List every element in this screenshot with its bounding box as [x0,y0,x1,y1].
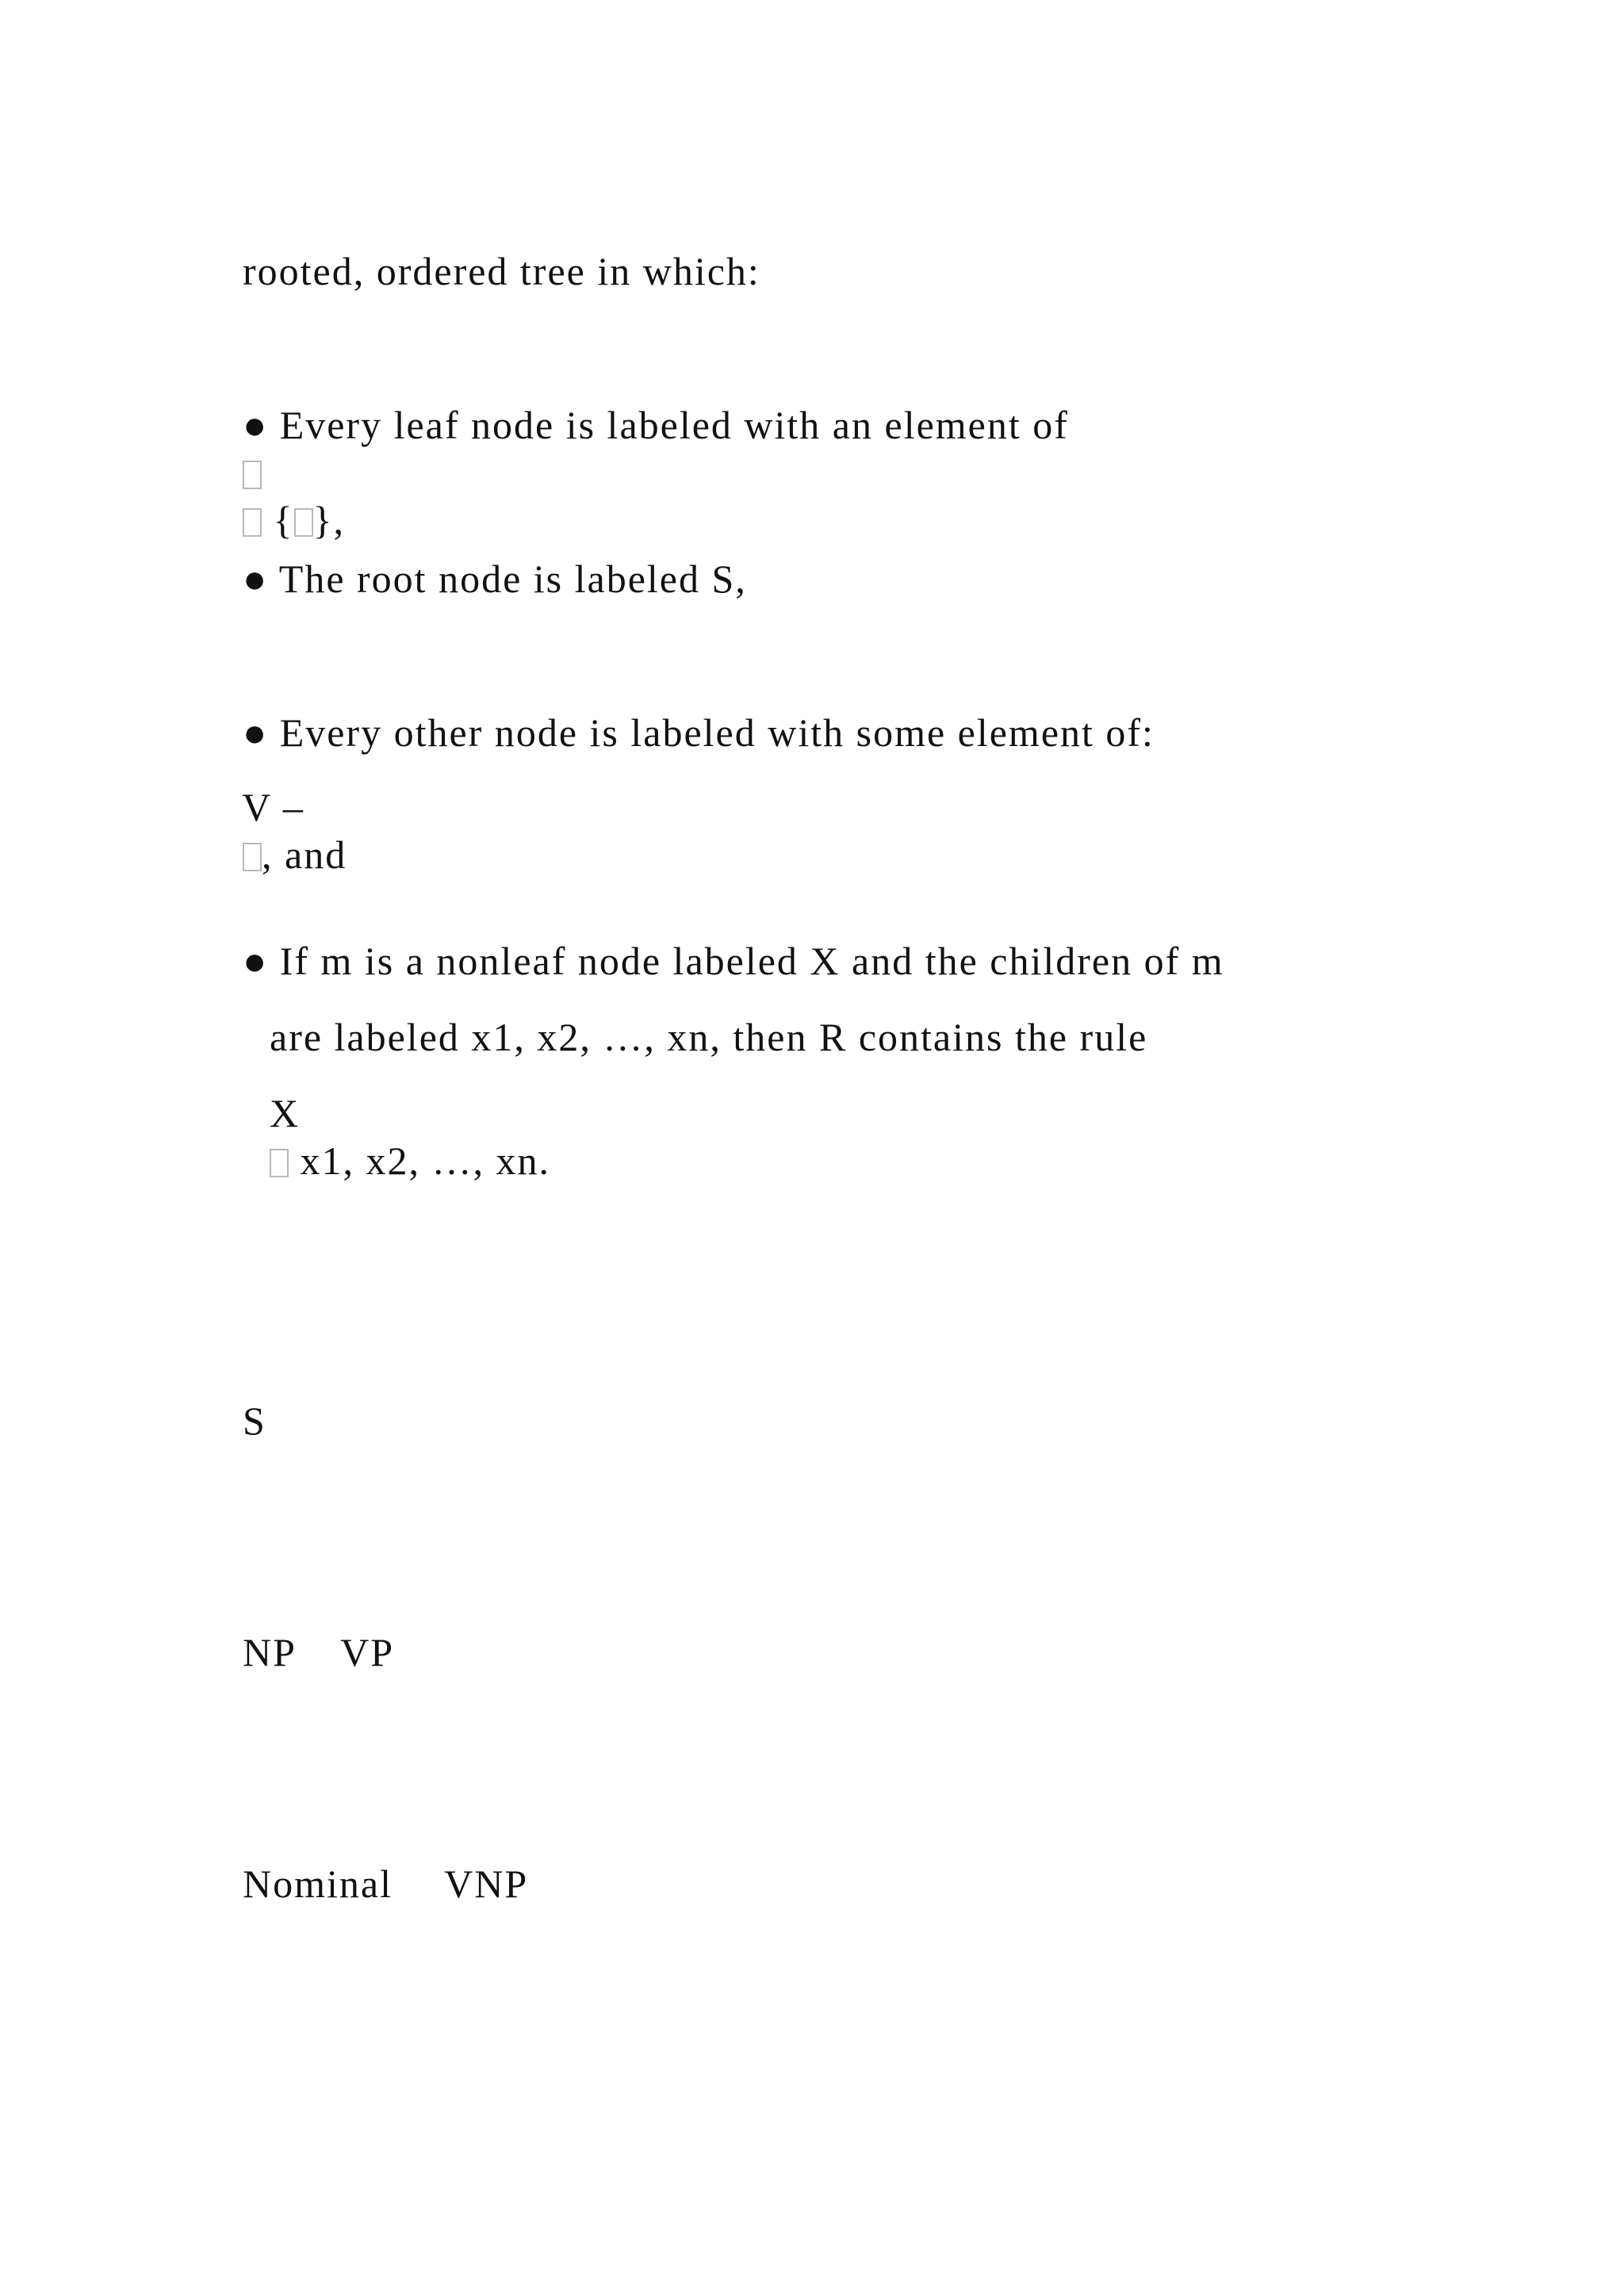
text-line-intro [197,200,760,342]
rule-line [224,1042,550,1232]
tree-node-s: S [243,1399,266,1443]
tree-node-nominal: Nominal [243,1862,393,1906]
tree-level-three [197,1812,393,1955]
bullet-root-node [197,507,747,650]
tree-level-two-vp [295,1581,394,1724]
bullet-nonleaf-text: ● If m is a nonleaf node labeled X and the children of m [243,939,1224,983]
comma-and-text: , and [262,832,347,877]
bullet-root-text: ● The root node is labeled S, [243,557,747,601]
intro-text: rooted, ordered tree in which: [243,249,760,293]
tree-node-vnp: VNP [444,1862,529,1906]
bullet-leaf-text: ● Every leaf node is labeled with an element of [243,403,1069,447]
tree-level-two [197,1581,297,1724]
v-minus-text: V – [242,785,304,829]
rule-rhs: x1, x2, …, xn. [289,1138,550,1183]
missing-symbol-box-1 [243,461,262,489]
tree-node-np: NP [243,1630,297,1674]
set-open-brace: { [262,498,294,542]
missing-symbol-box-4 [243,843,262,871]
children-labels-text: are labeled x1, x2, …, xn, then R contains the rule [270,1015,1148,1059]
bullet-other-text: ● Every other node is labeled with some element of: [243,710,1155,755]
missing-arrow-box [270,1149,289,1177]
set-close-brace: }, [312,498,345,542]
rule-lhs: X [270,1091,301,1135]
tree-level-three-vnp [399,1812,528,1955]
tree-root-label [197,1349,266,1492]
tree-node-vp: VP [340,1630,395,1674]
